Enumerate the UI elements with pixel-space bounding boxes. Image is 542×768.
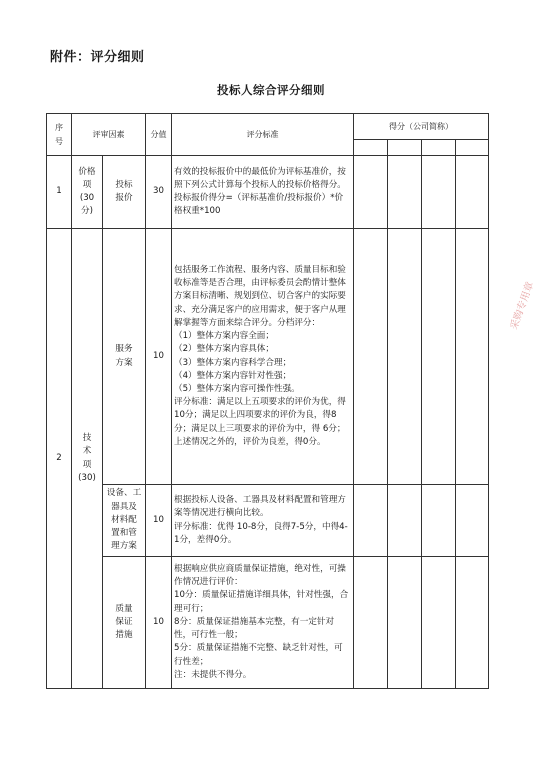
row-item: 服务 方案 (103, 229, 146, 485)
row-item: 质量 保证 措施 (103, 557, 146, 689)
row-seq: 1 (47, 156, 72, 229)
row-score: 10 (146, 557, 172, 689)
attachment-label: 附件：评分细则 (50, 50, 145, 65)
row-score: 30 (146, 156, 172, 229)
table-row (47, 557, 489, 689)
table-row (47, 229, 489, 485)
score-cell (456, 485, 489, 557)
score-cell (354, 557, 388, 689)
row-seq: 2 (47, 229, 72, 689)
table-row (47, 156, 489, 229)
score-cell (422, 557, 456, 689)
row-item: 投标 报价 (103, 156, 146, 229)
header-row (47, 114, 489, 140)
header-factor: 评审因素 (72, 114, 146, 156)
row-category: 技 术 项 (30) (72, 229, 103, 689)
scoring-table (46, 113, 489, 689)
company-col-2 (388, 140, 422, 156)
row-item: 设备、工 器具及 材料配 置和管 理方案 (103, 485, 146, 557)
header-company: 得分（公司简称） (354, 114, 489, 140)
header-seq: 序 号 (47, 114, 72, 156)
row-score: 10 (146, 229, 172, 485)
row-standard: 根据投标人设备、工器具及材料配置和管理方案等情况进行横向比较。 评分标准：优得 10-8分，良得7-5分，中得4-1分，差得0分。 (172, 485, 354, 557)
score-cell (354, 156, 388, 229)
header-score: 分值 (146, 114, 172, 156)
row-score: 10 (146, 485, 172, 557)
company-col-3 (422, 140, 456, 156)
score-cell (422, 229, 456, 485)
score-cell (354, 485, 388, 557)
company-col-4 (456, 140, 489, 156)
header-standard: 评分标准 (172, 114, 354, 156)
score-cell (388, 557, 422, 689)
official-stamp: 采购专用章 (508, 280, 537, 332)
document-title: 投标人综合评分细则 (217, 83, 325, 97)
row-standard: 根据响应供应商质量保证措施，绝对性，可操作情况进行评价： 10分：质量保证措施详细具体，针对性强，合理可行； 8分：质量保证措施基本完整，有一定针对性，可行性一般； 5分：质量保证措施不完整、缺乏针对性，可行性差； 注：未提供不得分。 (172, 557, 354, 689)
row-category: 价格 项 (30 分) (72, 156, 103, 229)
score-cell (422, 485, 456, 557)
row-standard: 有效的投标报价中的最低价为评标基准价，按照下列公式计算每个投标人的投标价格得分。投标报价得分=（评标基准价/投标报价）*价格权重*100 (172, 156, 354, 229)
table-row (47, 485, 489, 557)
score-cell (388, 485, 422, 557)
score-cell (422, 156, 456, 229)
score-cell (456, 229, 489, 485)
score-cell (388, 229, 422, 485)
row-standard: 包括服务工作流程、服务内容、质量目标和验收标准等是否合理，由评标委员会酌情计整体方案目标清晰、规划到位、切合客户的实际要求、充分满足客户的应用需求，便于客户从理解掌握等方面来综合评分。分档评分： （1）整体方案内容全面； （2）整体方案内容具体； （3）整体方案内容科学合理； （4）整体方案内容针对性强； （5）整体方案内容可操作性强。 评分标准：满足以上五项要求的评价为优，得10分；满足以上四项要求的评价为良，得8分；满足以上三项要求的评价为中，得 6分；上述情况之外的，评价为良差，得0分。 (172, 229, 354, 485)
score-cell (354, 229, 388, 485)
company-col-1 (354, 140, 388, 156)
score-cell (388, 156, 422, 229)
score-cell (456, 557, 489, 689)
score-cell (456, 156, 489, 229)
